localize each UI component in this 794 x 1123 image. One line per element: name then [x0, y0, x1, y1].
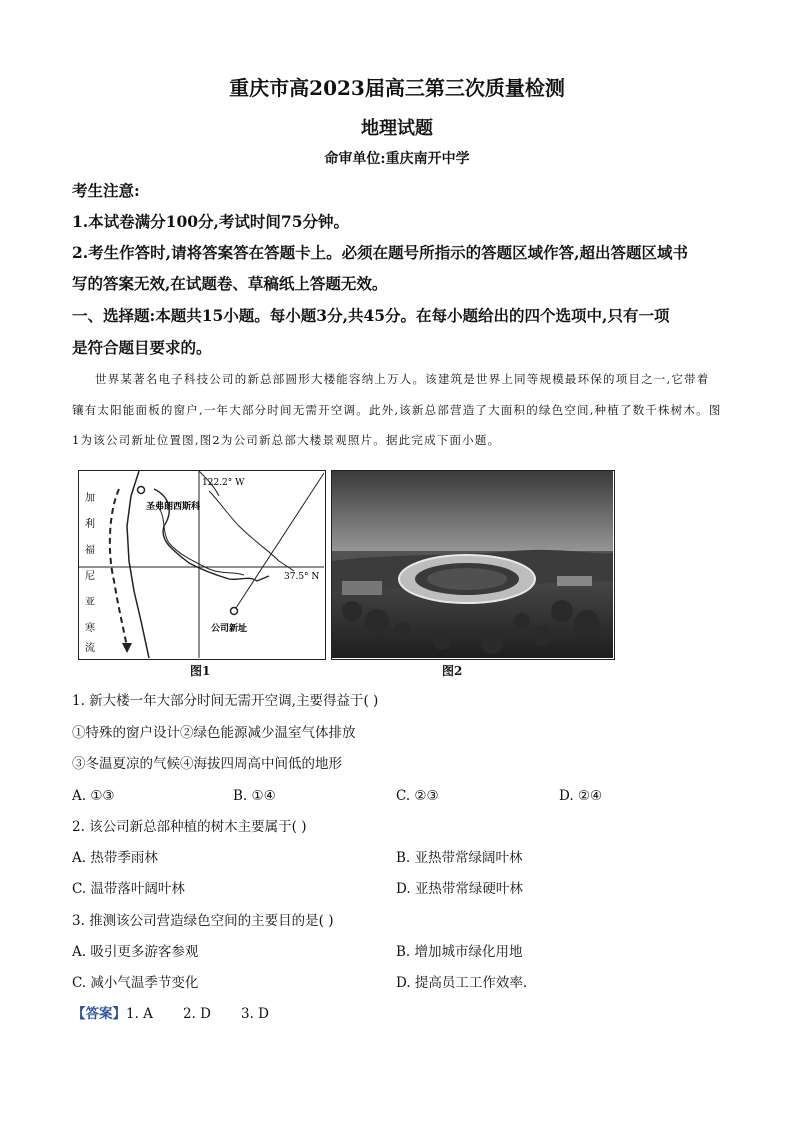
question-3-stem: 3. 推测该公司营造绿色空间的主要目的是( ): [72, 913, 334, 929]
figure1-caption: 图1: [190, 664, 211, 678]
notice-item-1: 1.本试卷满分100分,考试时间75分钟。: [72, 212, 350, 231]
question-2-option-c[interactable]: C. 温带落叶阔叶林: [72, 881, 185, 897]
figure2-caption: 图2: [442, 664, 463, 678]
current-char-5: 亚: [85, 597, 95, 608]
current-char-7: 流: [85, 643, 95, 654]
setter-unit: 命审单位:重庆南开中学: [324, 151, 470, 167]
question-1-sub-1: ①特殊的窗户设计②绿色能源减少温室气体排放: [72, 725, 356, 741]
current-char-1: 加: [85, 493, 95, 504]
current-char-3: 福: [85, 545, 95, 556]
page-title: 重庆市高2023届高三第三次质量检测: [229, 76, 565, 100]
question-1-stem: 1. 新大楼一年大部分时间无需开空调,主要得益于( ): [72, 693, 379, 709]
passage-text: 世界某著名电子科技公司的新总部圆形大楼能容纳上万人。该建筑是世界上同等规模最环保的项目之一,它带着镶有太阳能面板的窗户,一年大部分时间无需开空调。此外,该新总部营造了大面积的绿色空间,种植了数千株树木。图1为该公司新址位置图,图2为公司新总部大楼景观照片。据此完成下面小题。: [72, 372, 722, 447]
map-drawing: [79, 471, 324, 658]
subject-title: 地理试题: [361, 118, 433, 139]
notice-item-2: 2.考生作答时,请将答案答在答题卡上。必须在题号所指示的答题区域作答,超出答题区域书: [72, 243, 688, 262]
current-char-2: 利: [85, 519, 95, 530]
photo-drawing: [332, 471, 613, 658]
answer-line: [72, 1002, 269, 1022]
question-2-stem: 2. 该公司新总部种植的树木主要属于( ): [72, 819, 307, 835]
current-char-4: 尼: [85, 571, 95, 582]
question-2-option-d[interactable]: D. 亚热带常绿硬叶林: [396, 881, 523, 897]
question-1-sub-2: ③冬温夏凉的气候④海拔四周高中间低的地形: [72, 756, 342, 772]
section-heading-line2: 是符合题目要求的。: [72, 338, 212, 357]
reading-passage: [72, 364, 722, 456]
site-label: 公司新址: [211, 624, 248, 634]
notice-item-3: 写的答案无效,在试题卷、草稿纸上答题无效。: [72, 274, 388, 293]
question-3-option-d[interactable]: D. 提高员工工作效率.: [396, 975, 528, 991]
answer-tag: 【答案】: [72, 1006, 126, 1022]
latitude-label: 37.5° N: [284, 572, 320, 582]
question-1-option-c[interactable]: C. ②③: [396, 788, 439, 804]
city-label: 圣弗朗西斯科: [146, 502, 201, 512]
question-3-option-b[interactable]: B. 增加城市绿化用地: [396, 944, 523, 960]
longitude-label: 122.2° W: [202, 478, 245, 488]
question-2-option-a[interactable]: A. 热带季雨林: [72, 850, 158, 866]
question-2-option-b[interactable]: B. 亚热带常绿阔叶林: [396, 850, 523, 866]
current-char-6: 寒: [85, 623, 95, 634]
question-3-option-c[interactable]: C. 减小气温季节变化: [72, 975, 199, 991]
question-1-option-b[interactable]: B. ①④: [233, 788, 276, 804]
question-3-option-a[interactable]: A. 吸引更多游客参观: [72, 944, 199, 960]
site-marker-icon: [231, 608, 238, 615]
section-heading-line1: 一、选择题:本题共15小题。每小题3分,共45分。在每小题给出的四个选项中,只有一项: [72, 306, 670, 325]
question-1-option-a[interactable]: A. ①③: [72, 788, 115, 804]
city-marker-icon: [138, 487, 145, 494]
answer-text: 1. A 2. D 3. D: [126, 1006, 269, 1022]
notice-heading: 考生注意:: [72, 181, 140, 200]
question-1-option-d[interactable]: D. ②④: [559, 788, 603, 804]
figure2-photo: [331, 470, 615, 660]
figure1-map: [78, 470, 326, 660]
